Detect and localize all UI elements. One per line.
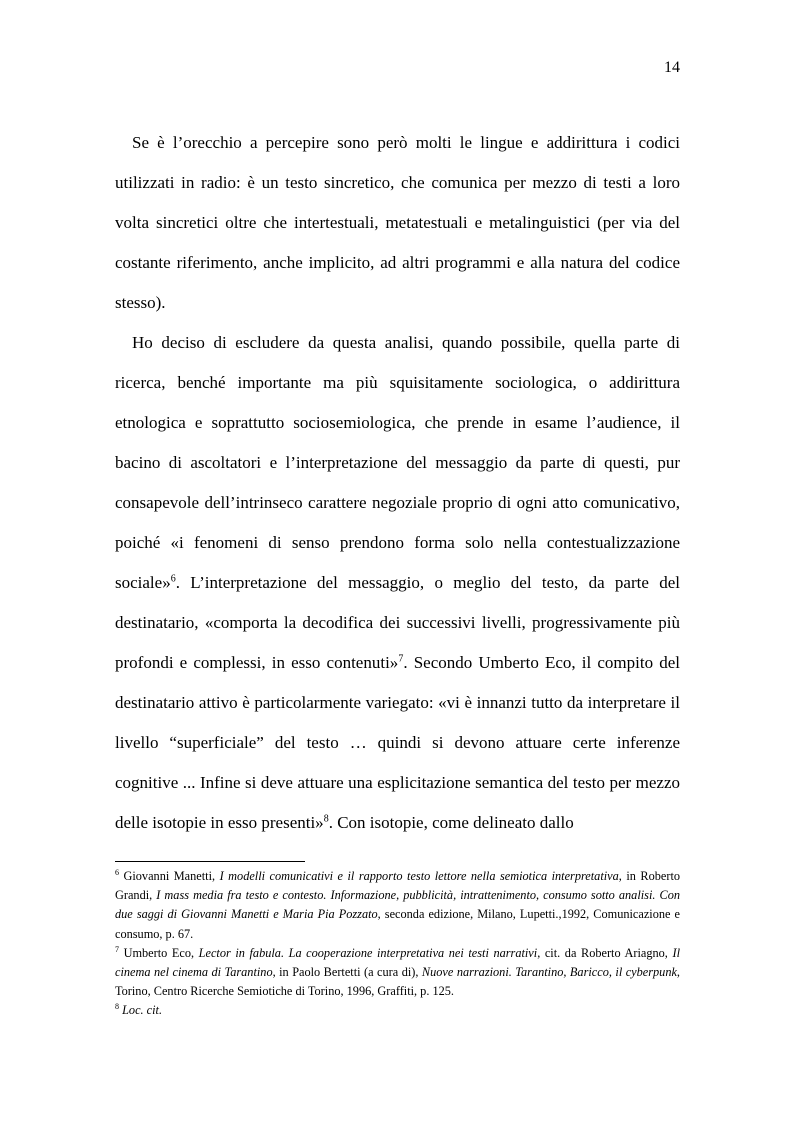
footnote-reference: 8 [323,813,329,825]
paragraph [115,323,680,843]
footnote [115,944,680,1002]
text-run: . L’interpretazione del messaggio, o meglio del testo, da parte del destinatario, «comporta la decodifica dei successivi livelli, progressivamente più profondi e complessi, in esso contenuti» [115,573,680,672]
footnote-reference: 7 [115,944,119,954]
text-run: , Torino, Centro Ricerche Semiotiche di Torino, 1996, Graffiti, p. 125. [115,965,680,999]
text-run: Giovanni Manetti, [119,869,220,883]
italic-title: I mass media fra testo e contesto. Informazione, pubblicità, intrattenimento, consumo sotto analisi. Con due saggi di Giovanni Manetti e Maria Pia Pozzato [115,888,680,922]
footnote-reference: 7 [398,653,404,665]
italic-title: Loc. cit. [122,1003,163,1018]
footnote [115,1001,680,1020]
footnote [115,867,680,944]
body-text [115,123,680,843]
italic-title: Nuove narrazioni. Tarantino, Baricco, il cyberpunk [421,965,677,980]
text-run: , in Paolo Bertetti (a cura di), [272,965,422,980]
text-run: . Con isotopie, come delineato dallo [328,813,574,832]
footnote-reference: 6 [170,573,176,585]
footnote-reference: 6 [115,867,119,877]
italic-title: I modelli comunicativi e il rapporto testo lettore nella semiotica interpretativa [219,869,619,883]
text-run: . Secondo Umberto Eco, il compito del destinatario attivo è particolarmente variegato: «vi è innanzi tutto da interpretare il livello “superficiale” del testo … quindi si devono attuare certe inferenze cognitive ... Infine si deve attuare una esplicitazione semantica del testo per mezzo delle isotopie in esso presenti» [115,653,680,832]
text-run: Ho deciso di escludere da questa analisi, quando possibile, quella parte di ricerca, benché importante ma più squisitamente sociologica, o addirittura etnologica e soprattutto sociosemiologica, che prende in esame l’audience, il bacino di ascoltatori e l’interpretazione del messaggio da parte di questi, pur consapevole dell’intrinseco carattere negoziale proprio di ogni atto comunicativo, poiché «i fenomeni di senso prendono forma solo nella contestualizzazione sociale» [115,333,680,592]
text-run: Umberto Eco, [119,945,199,960]
paragraph [115,123,680,323]
page-number: 14 [664,59,680,76]
italic-title: Il cinema nel cinema di Tarantino [115,945,680,980]
italic-title: Lector in fabula. La cooperazione interpretativa nei testi narrativi [198,945,538,960]
text-run: Se è l’orecchio a percepire sono però molti le lingue e addirittura i codici utilizzati in radio: è un testo sincretico, che comunica per mezzo di testi a loro volta sincretici oltre che intertestuali, metatestuali e metalinguistici (per via del costante riferimento, anche implicito, ad altri programmi e alla natura del codice stesso). [115,133,680,312]
text-run: , seconda edizione, Milano, Lupetti.,1992, Comunicazione e consumo, p. 67. [115,907,680,941]
text-run: , cit. da Roberto Ariagno, [537,945,673,960]
footnote-separator [115,861,305,862]
text-run: , in Roberto Grandi, [115,869,681,903]
footnotes [115,867,680,1021]
footnote-reference: 8 [115,1002,119,1012]
